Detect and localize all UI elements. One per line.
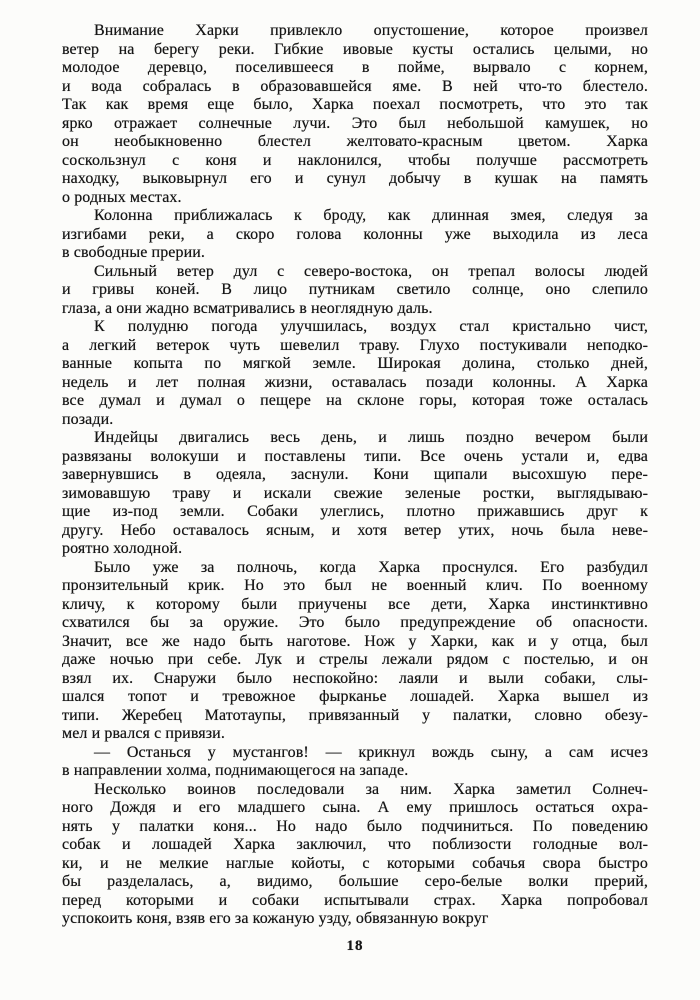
text-line: ки, и не мелкие наглые койоты, с которыми собачья свора быстро [62, 854, 648, 872]
page-number: 18 [346, 937, 364, 954]
paragraph [62, 263, 648, 319]
text-line: успокоить коня, взяв его за кожаную узду, обвязанную вокруг [62, 910, 489, 927]
text-line: глаза, а они жадно всматривались в неоглядную даль. [62, 299, 433, 317]
text-line: Было уже за полночь, когда Харка проснулся. Его разбудил [94, 558, 648, 576]
text-line: Так как время еще было, Харка поехал посмотреть, что это так [62, 96, 648, 113]
paragraph [62, 207, 648, 263]
text-line: типи. Жеребец Матотаупы, привязанный у палатки, словно обезу- [62, 706, 648, 724]
text-line: даже ночью при себе. Лук и стрелы лежали рядом с постелью, и он [62, 651, 648, 668]
text-line: схватился бы за оружие. Это было предупреждение об опасности. [62, 614, 648, 631]
text-line: мел и рвался с привязи. [62, 725, 225, 742]
paragraph [62, 781, 648, 929]
text-line: роятно холодной. [62, 540, 183, 557]
text-line: ванные копыта по мягкой земле. Широкая долина, столько дней, [62, 355, 648, 372]
text-line: — Останься у мустангов! — крикнул вождь сыну, а сам исчез [94, 743, 648, 761]
paragraph [62, 429, 648, 559]
text-line: Сильный ветер дул с северо-востока, он трепал волосы людей [94, 262, 648, 280]
text-line: находку, выковырнул его и сунул добычу в кушак на память [62, 170, 648, 187]
text-line: в свободные прерии. [62, 244, 206, 261]
text-line: зимовавшую траву и искали свежие зеленые ростки, выглядываю- [62, 484, 648, 502]
paragraph [62, 318, 648, 429]
text-line: недель и лет полная жизни, оставалась позади колонны. А Харка [62, 373, 648, 391]
text-line: шался топот и тревожное фырканье лошадей. Харка вышел из [62, 688, 648, 705]
text-line: изгибами реки, а скоро голова колонны уже выходила из леса [62, 225, 648, 243]
text-line: Значит, все же надо быть наготове. Нож у Харки, как и у отца, был [62, 632, 648, 650]
text-line: перед которыми и собаки испытывали страх. Харка попробовал [62, 891, 648, 909]
paragraph [62, 22, 648, 207]
text-line: он необыкновенно блестел желтовато-красным цветом. Харка [62, 133, 648, 150]
paragraph [62, 559, 648, 744]
text-line: ветер на берегу реки. Гибкие ивовые кусты остались целыми, но [62, 40, 648, 58]
text-line: Несколько воинов последовали за ним. Харка заметил Солнеч- [94, 780, 648, 798]
text-line: Колонна приближалась к броду, как длинная змея, следуя за [94, 207, 648, 224]
text-line: молодое деревцо, поселившееся в пойме, вырвало с корнем, [62, 59, 648, 76]
text-line: Индейцы двигались весь день, и лишь поздно вечером были [94, 429, 648, 446]
text-line: а легкий ветерок чуть шевелил траву. Глухо постукивали неподко- [62, 336, 648, 354]
paragraph [62, 744, 648, 781]
text-line: другу. Небо оставалось ясным, и хотя ветер утих, ночь была неве- [62, 521, 648, 539]
text-line: и вода собралась в образовавшейся яме. В ней что-то блестело. [62, 77, 648, 95]
text-line: бы разделалась, а, видимо, большие серо-белые волки прерий, [62, 873, 648, 890]
text-line: нять у палатки коня... Но надо было подчиниться. По поведению [62, 817, 648, 835]
text-line: развязаны волокуши и поставлены типи. Все очень устали и, едва [62, 447, 648, 465]
text-line: кличу, к которому были приучены все дети, Харка инстинктивно [62, 595, 648, 613]
text-line: ярко отражает солнечные лучи. Это был небольшой камушек, но [62, 114, 648, 132]
text-line: взял их. Снаружи было неспокойно: лаяли и выли собаки, слы- [62, 669, 648, 687]
text-line: о родных местах. [62, 188, 182, 206]
text-block [62, 22, 648, 929]
text-line: позади. [62, 410, 114, 428]
text-line: завернувшись в одеяла, заснули. Кони щипали высохшую пере- [62, 466, 648, 483]
text-line: пронзительный крик. Но это был не военный клич. По военному [62, 577, 648, 594]
text-line: все думал и думал о пещере на склоне горы, которая тоже осталась [62, 392, 648, 409]
text-line: собак и лошадей Харка заключил, что поблизости голодные вол- [62, 836, 648, 853]
text-line: Внимание Харки привлекло опустошение, которое произвел [94, 22, 648, 39]
text-line: К полудню погода улучшилась, воздух стал кристально чист, [94, 318, 648, 335]
text-line: и гривы коней. В лицо путникам светило солнце, оно слепило [62, 281, 648, 298]
text-line: соскользнул с коня и наклонился, чтобы получше рассмотреть [62, 151, 648, 169]
text-line: ного Дождя и его младшего сына. А ему пришлось остаться охра- [62, 799, 648, 816]
text-line: в направлении холма, поднимающегося на западе. [62, 762, 409, 779]
text-line: щие из-под земли. Собаки улеглись, плотно прижавшись друг к [62, 503, 648, 520]
